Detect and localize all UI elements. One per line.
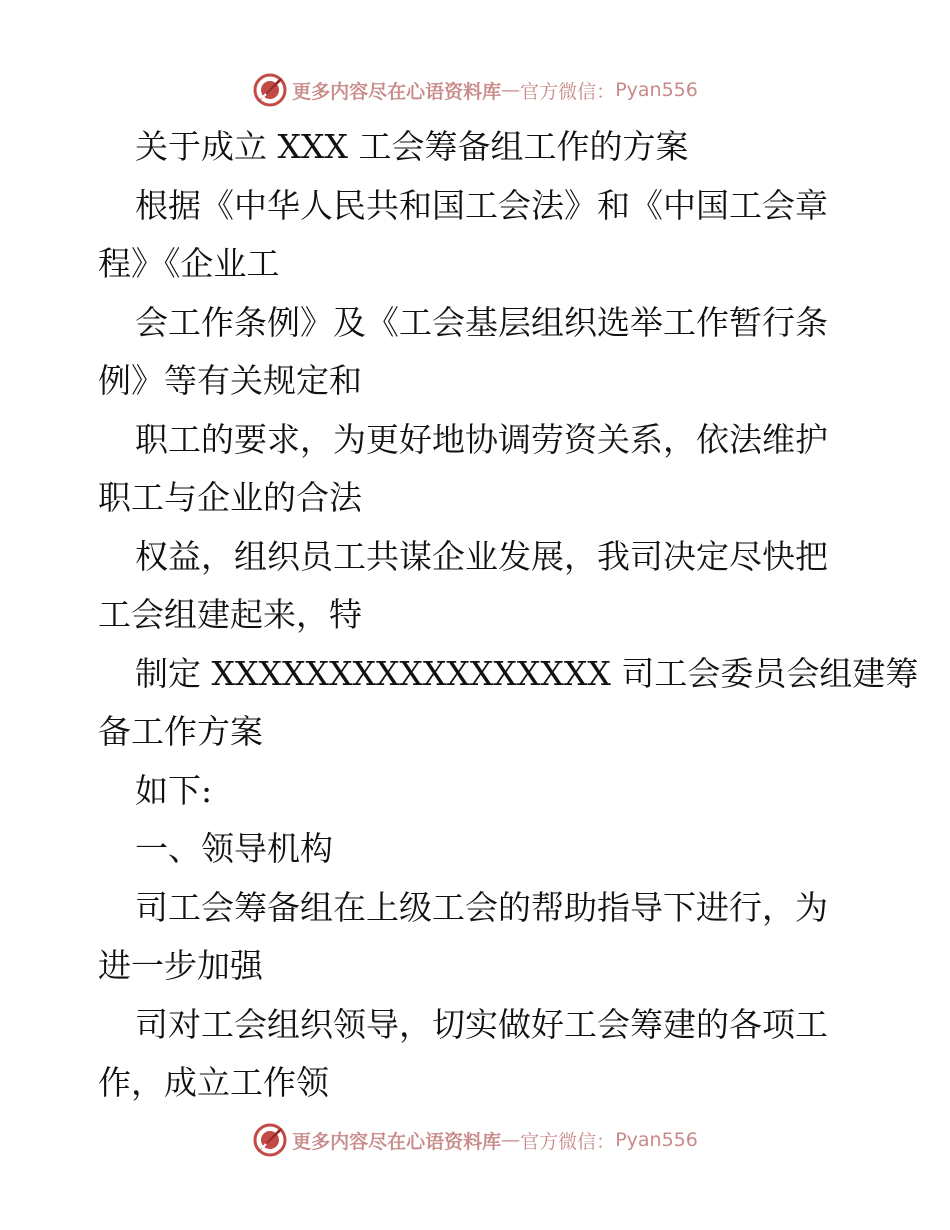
paragraph-line: 根据《中华人民共和国工会法》和《中国工会章 xyxy=(135,185,828,225)
paragraph-line: 制定 XXXXXXXXXXXXXXXXX 司工会委员会组建筹 xyxy=(135,653,919,693)
paragraph-line: 职工的要求，为更好地协调劳资关系，依法维护 xyxy=(135,419,828,459)
header-watermark xyxy=(0,70,950,110)
paragraph-line: 司对工会组织领导，切实做好工会筹建的各项工 xyxy=(135,1004,828,1044)
watermark-label: 官方微信： xyxy=(520,1130,616,1153)
paragraph-line: 司工会筹备组在上级工会的帮助指导下进行，为 xyxy=(135,887,828,927)
title-text: 关于成立 XXX 工会筹备组工作的方案 xyxy=(135,127,689,166)
paragraph-line: 备工作方案 xyxy=(98,712,263,751)
watermark-main-text: 更多内容尽在心语资料库 xyxy=(292,1130,502,1153)
paragraph-line: 作，成立工作领 xyxy=(98,1063,329,1102)
footer-watermark xyxy=(0,1120,950,1160)
watermark-id: Pyan556 xyxy=(615,79,698,101)
document-body xyxy=(98,118,919,1113)
paragraph-line: 如下: xyxy=(135,770,213,810)
watermark-main-text: 更多内容尽在心语资料库 xyxy=(292,80,502,103)
watermark-separator: — xyxy=(501,1129,521,1151)
paragraph-line: 工会组建起来，特 xyxy=(98,595,362,634)
quill-circle-logo-icon xyxy=(252,1122,288,1158)
paragraph-line: 权益，组织员工共谋企业发展，我司决定尽快把 xyxy=(135,536,828,576)
paragraph-line: 程》《企业工 xyxy=(98,244,280,283)
section-heading: 一、领导机构 xyxy=(135,829,333,868)
quill-circle-logo-icon xyxy=(252,72,288,108)
watermark-id: Pyan556 xyxy=(615,1129,698,1151)
watermark-label: 官方微信： xyxy=(520,80,616,103)
document-title xyxy=(98,118,858,177)
watermark-separator: — xyxy=(501,79,521,101)
paragraph-line: 进一步加强 xyxy=(98,946,263,985)
paragraph-line: 例》等有关规定和 xyxy=(98,361,362,400)
paragraph-line: 职工与企业的合法 xyxy=(98,478,362,517)
paragraph-line: 会工作条例》及《工会基层组织选举工作暂行条 xyxy=(135,302,828,342)
